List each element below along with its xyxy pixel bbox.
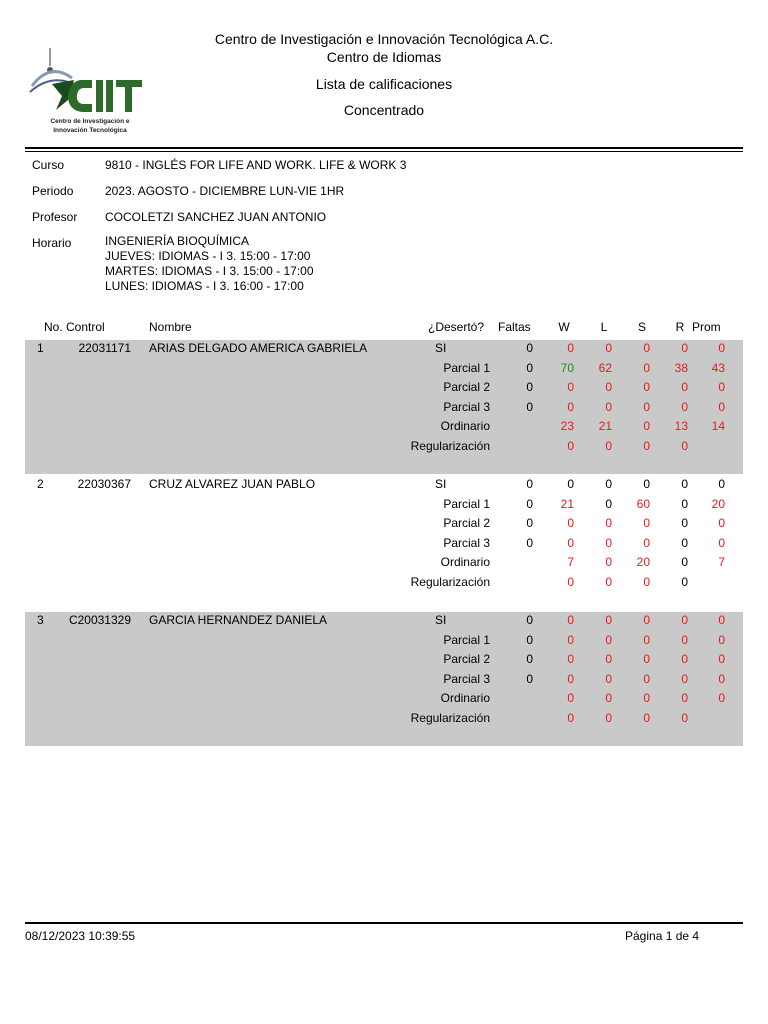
grade-cell-l: 0 <box>605 477 612 491</box>
grade-cell-l: 0 <box>605 399 612 414</box>
grade-row-label: Parcial 1 <box>443 360 490 375</box>
grade-cell-prom: 0 <box>718 632 725 647</box>
grade-row-label: Parcial 3 <box>443 399 490 414</box>
faltas-cell: 0 <box>526 671 533 686</box>
student-control-number: 22030367 <box>77 477 131 491</box>
grade-row-label: Parcial 1 <box>443 496 490 511</box>
footer-rule <box>25 922 743 924</box>
grade-cell-s: 0 <box>643 691 650 706</box>
grade-cell-w: 0 <box>567 477 574 491</box>
grade-cell-w: 0 <box>567 341 574 355</box>
logo-caption-line2: Innovación Tecnológica <box>53 127 127 134</box>
grade-row-label: Ordinario <box>440 419 490 434</box>
student-index: 3 <box>37 613 44 627</box>
grade-cell-w: 21 <box>560 496 574 511</box>
col-header-faltas: Faltas <box>498 320 531 334</box>
student-name: CRUZ ALVAREZ JUAN PABLO <box>149 477 316 491</box>
faltas-cell: 0 <box>526 399 533 414</box>
grade-cell-s: 0 <box>643 652 650 667</box>
grade-cell-l: 62 <box>598 360 612 375</box>
grade-cell-r: 38 <box>674 360 688 375</box>
grade-row-label: Parcial 2 <box>443 380 490 395</box>
grade-cell-s: 0 <box>643 380 650 395</box>
header-rule-thin <box>25 151 743 152</box>
department-name: Centro de Idiomas <box>326 49 442 65</box>
grade-cell-w: 23 <box>560 419 574 434</box>
grade-cell-r: 0 <box>681 691 688 706</box>
profesor-value: COCOLETZI SANCHEZ JUAN ANTONIO <box>105 210 327 224</box>
grade-cell-s: 0 <box>643 399 650 414</box>
grade-cell-prom: 7 <box>718 555 725 570</box>
grade-cell-r: 0 <box>681 380 688 395</box>
grade-row-label: Parcial 3 <box>443 535 490 550</box>
horario-line: MARTES: IDIOMAS - I 3. 15:00 - 17:00 <box>105 264 314 278</box>
grade-cell-r: 0 <box>681 535 688 550</box>
student-index: 2 <box>37 477 44 491</box>
footer-timestamp: 08/12/2023 10:39:55 <box>25 929 136 943</box>
col-header-s: S <box>637 320 646 334</box>
grade-cell-w: 0 <box>567 691 574 706</box>
grade-cell-prom: 0 <box>718 613 725 627</box>
deserto-value: SI <box>435 341 447 355</box>
grade-cell-w: 0 <box>567 652 574 667</box>
grade-cell-w: 0 <box>567 671 574 686</box>
grade-cell-w: 0 <box>567 575 574 589</box>
grade-cell-prom: 43 <box>711 360 725 375</box>
faltas-cell: 0 <box>526 360 533 375</box>
grade-cell-r: 0 <box>681 671 688 686</box>
student-name: GARCIA HERNANDEZ DANIELA <box>149 613 328 627</box>
student-name: ARIAS DELGADO AMERICA GABRIELA <box>149 341 368 355</box>
report-subtitle: Concentrado <box>343 102 425 118</box>
faltas-cell: 0 <box>526 477 533 491</box>
grade-cell-l: 0 <box>605 516 612 531</box>
grade-cell-s: 60 <box>636 496 650 511</box>
grade-cell-s: 0 <box>643 671 650 686</box>
col-header-no-control: No. Control <box>44 320 105 334</box>
grade-cell-prom: 0 <box>718 691 725 706</box>
grade-cell-r: 0 <box>681 516 688 531</box>
grade-cell-l: 21 <box>598 419 612 434</box>
periodo-value: 2023. AGOSTO - DICIEMBRE LUN-VIE 1HR <box>105 184 345 198</box>
col-header-nombre: Nombre <box>149 320 192 334</box>
grade-cell-prom: 0 <box>718 516 725 531</box>
profesor-label: Profesor <box>32 210 78 224</box>
grade-cell-r: 0 <box>681 555 688 570</box>
grade-row-label: Parcial 3 <box>443 671 490 686</box>
faltas-cell: 0 <box>526 613 533 627</box>
grade-cell-r: 0 <box>681 477 688 491</box>
grade-row-label: Parcial 2 <box>443 516 490 531</box>
deserto-value: SI <box>435 477 447 491</box>
grade-cell-s: 0 <box>643 360 650 375</box>
grade-cell-prom: 0 <box>718 671 725 686</box>
grade-cell-prom: 0 <box>718 535 725 550</box>
faltas-cell: 0 <box>526 380 533 395</box>
logo-caption-line1: Centro de Investigación e <box>50 118 130 125</box>
faltas-cell: 0 <box>526 632 533 647</box>
grade-row-label: Parcial 2 <box>443 652 490 667</box>
grade-cell-r: 0 <box>681 341 688 355</box>
grade-row-label: Regularización <box>410 575 490 589</box>
grade-cell-l: 0 <box>605 380 612 395</box>
grade-cell-l: 0 <box>605 613 612 627</box>
header-rule <box>25 147 743 149</box>
student-control-number: 22031171 <box>78 341 131 355</box>
faltas-cell: 0 <box>526 341 533 355</box>
footer-page-number: Página 1 de 4 <box>625 929 700 943</box>
grade-row-label: Regularización <box>410 711 490 725</box>
grade-cell-l: 0 <box>605 496 612 511</box>
faltas-cell: 0 <box>526 535 533 550</box>
grade-cell-w: 0 <box>567 632 574 647</box>
grade-cell-r: 0 <box>681 652 688 667</box>
grade-cell-r: 0 <box>681 613 688 627</box>
grade-cell-w: 7 <box>567 555 574 570</box>
grade-cell-r: 0 <box>681 575 688 589</box>
deserto-value: SI <box>435 613 447 627</box>
grade-cell-l: 0 <box>605 691 612 706</box>
grade-row-label: Ordinario <box>440 691 490 706</box>
grade-cell-r: 0 <box>681 399 688 414</box>
grade-cell-w: 70 <box>560 360 574 375</box>
horario-line: INGENIERÍA BIOQUÍMICA <box>105 234 250 248</box>
student-control-number: C20031329 <box>68 613 131 627</box>
grade-cell-prom: 0 <box>718 477 725 491</box>
grade-row-label: Parcial 1 <box>443 632 490 647</box>
grade-cell-l: 0 <box>605 535 612 550</box>
horario-line: JUEVES: IDIOMAS - I 3. 15:00 - 17:00 <box>105 249 311 263</box>
grade-cell-w: 0 <box>567 535 574 550</box>
grade-cell-r: 0 <box>681 496 688 511</box>
grade-cell-s: 0 <box>643 341 650 355</box>
grade-cell-r: 13 <box>674 419 688 434</box>
grade-cell-l: 0 <box>605 439 612 453</box>
report-title: Lista de calificaciones <box>315 76 453 92</box>
grade-cell-prom: 0 <box>718 380 725 395</box>
grade-cell-s: 0 <box>643 477 650 491</box>
grade-cell-s: 0 <box>643 613 650 627</box>
grade-cell-w: 0 <box>567 516 574 531</box>
grade-cell-r: 0 <box>681 439 688 453</box>
grade-cell-w: 0 <box>567 439 574 453</box>
col-header-l: L <box>600 320 608 334</box>
col-header-w: W <box>558 320 570 334</box>
faltas-cell: 0 <box>526 516 533 531</box>
grade-cell-prom: 0 <box>718 652 725 667</box>
grade-cell-r: 0 <box>681 632 688 647</box>
grade-cell-r: 0 <box>681 711 688 725</box>
grade-cell-prom: 0 <box>718 399 725 414</box>
student-index: 1 <box>37 341 44 355</box>
grade-cell-l: 0 <box>605 341 612 355</box>
col-header-deserto: ¿Desertó? <box>428 320 485 334</box>
grade-cell-s: 0 <box>643 575 650 589</box>
grade-cell-prom: 14 <box>711 419 725 434</box>
grade-cell-s: 0 <box>643 419 650 434</box>
horario-label: Horario <box>32 236 72 250</box>
faltas-cell: 0 <box>526 652 533 667</box>
grade-cell-w: 0 <box>567 380 574 395</box>
grade-cell-w: 0 <box>567 711 574 725</box>
grade-row-label: Ordinario <box>440 555 490 570</box>
grade-cell-prom: 0 <box>718 341 725 355</box>
grade-cell-l: 0 <box>605 632 612 647</box>
grade-row-label: Regularización <box>410 439 490 453</box>
periodo-label: Periodo <box>32 184 74 198</box>
grade-cell-l: 0 <box>605 711 612 725</box>
col-header-r: R <box>675 320 685 334</box>
grade-cell-w: 0 <box>567 399 574 414</box>
grade-cell-s: 0 <box>643 632 650 647</box>
grade-cell-s: 0 <box>643 711 650 725</box>
grade-cell-s: 0 <box>643 535 650 550</box>
grade-cell-l: 0 <box>605 555 612 570</box>
grade-cell-s: 0 <box>643 439 650 453</box>
grade-cell-prom: 20 <box>711 496 725 511</box>
horario-line: LUNES: IDIOMAS - I 3. 16:00 - 17:00 <box>105 279 304 293</box>
grade-cell-l: 0 <box>605 575 612 589</box>
curso-value: 9810 - INGLÉS FOR LIFE AND WORK. LIFE & WORK 3 <box>105 158 407 172</box>
grade-cell-l: 0 <box>605 652 612 667</box>
institution-name: Centro de Investigación e Innovación Tecnológica A.C. <box>214 31 554 47</box>
grade-cell-l: 0 <box>605 671 612 686</box>
curso-label: Curso <box>32 158 65 172</box>
grade-cell-s: 0 <box>643 516 650 531</box>
faltas-cell: 0 <box>526 496 533 511</box>
grade-cell-s: 20 <box>636 555 650 570</box>
col-header-prom: Prom <box>692 320 721 334</box>
grade-cell-w: 0 <box>567 613 574 627</box>
